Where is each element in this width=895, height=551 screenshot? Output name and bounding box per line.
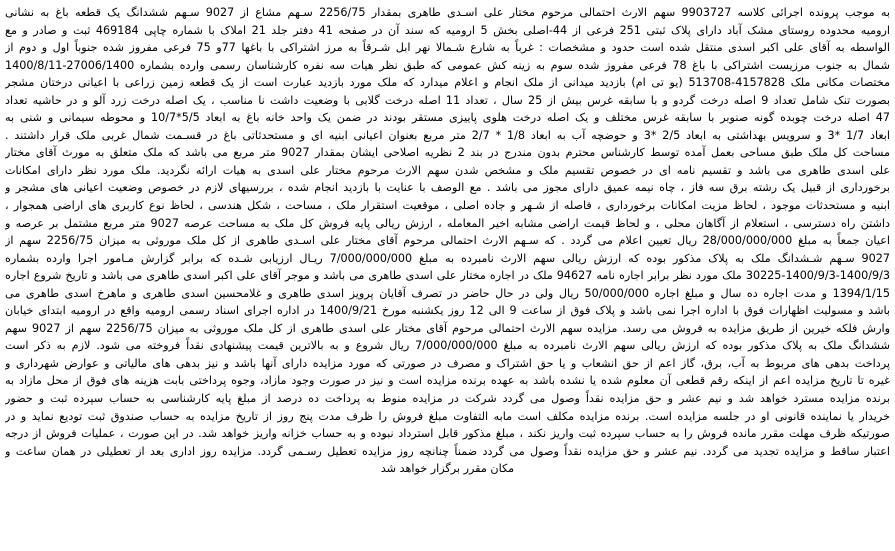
text-line: اعیان جمعاً به مبلغ 28/000/000/000 ریال تعیین اعلام می گردد . که سـهم الارث احتمالی مرحوم آقای مختار علی اسـدی طاهری از کل ملک موروثی به میزان 2256/75 سهم از [5,234,890,248]
text-line: اعتبار ساقط و مزایده تجدید می گردد. نیم عشر و حق مزایده نقداً وصول می گردد ضمناً چنانچه روز مزایده تعطیل رسـمی گردد. مزایده روز اداری بعد از تعطیلی در همان ساعت و [5,444,890,458]
text-line: بصورت تنک شامل تعداد 9 اصله درخت گردو و با سابقه غرس بیش از 25 سال ، تعداد 11 اصله درخت گلابی با وضعیت داشت نا مناسب ، یک اصله درخت زرد آلو و در حاشیه تعداد [5,93,890,107]
text-line: الواسطه به آقای علی اکبر اسدی منتقل شده است حدود و مشخصات : غرباً به شارع شـمالا نهر ابل شـرقاً به مرز اشتراکی با باغها 77و 75 فرعی مفروز شده جنوباً اول و دوم از [5,41,890,55]
text-line: غیره تا تاریخ مزایده اعم از اینکه رقم قطعی آن معلوم شده یا نشده باشد به عهده برنده مزایده است و نیز در صورت وجود مازاد، وجوه پرداختی بابت هزینه های فوق از محل مازاد به [5,374,890,388]
text-line: پرداخت بدهی های مربوط به آب، برق، گاز اعم از حق انشعاب و یا حق اشتراک و مصرف در صورتی که مورد مزایده دارای آنها باشد و نیز بدهی های مالیاتی و عوارض شهرداری و [5,356,890,370]
text-line: برخورداری از قبیل یک رشته برق سه فاز ، چاه نیمه عمیق دارای مجوز می باشد . مع الوصف با عنایت با بازدید انجام شده ، بررسیهای لازم در خصوص وضعیت اعیانی های مشجر و [5,181,890,195]
text-line: خریدار یا نماینده قانونی او در جلسه مزایده است. برنده مزایده مکلف است مابه التفاوت مبلغ فروش را ظرف مدت پنج روز از تاریخ مزایده به حساب صندوق ثبت تودیع نماید و در [5,409,890,423]
text-line: 1394/1/15 و مدت اجاره ده سال و مبلغ اجاره 50/000/000 ریال ولی در حال حاضر در تصرف آقایان پرویز اسدی طاهری و غلامحسین اسدی طاهری و ماهرخ اسدی طاهری می [5,286,890,300]
text-line: ششدانگ ملک به پلاک مذکور بوده که ارزش ریالی سهم الارث نامبرده به مبلغ 7/000/000/000 ریال شروع و به بالاترین قیمت پیشنهادی نقداً فروخته می شود. لازم به ذکر است [5,339,890,353]
text-line: برنده مزایده مسترد خواهد شد و نیم عشر و حق مزایده نقداً وصول می گردد شرکت در مزایده منوط به پرداخت ده درصد از مبلغ پایه کارشناسی به حساب سپرده ثبت و حضور [5,392,890,406]
text-line: ابعاد 1/7 *3 و سرویس بهداشتی به ابعاد 2/5 *3 و حوضچه آب به ابعاد 1/8 * 2/7 متر مربع بعنوان اعیانی ابنیه ای و مستحدثاتی باغ در قسـمت شمال غربی ملک قرار داشتند . [5,128,890,142]
text-line: شمال به جنوب مرزیست اشتراکی با باغ 78 فرعی مفروز شده سوم به زینه کش عمومی که طبق نظر هیات سه نفره کارشناسان رسمی وارده بشماره 27006/1400-1400/8/11 [5,58,890,72]
text-line: به موجب پرونده اجرائی کلاسه 9903727 سهم الارث احتمالی مرحوم مختار علی اسـدی طاهری بمقدار 2256/75 سـهم مشاع از 9027 سـهم ششدانگ یک قطعه باغ به نشانی [5,6,890,19]
text-line: مکان مقرر برگزار خواهد شد [380,462,515,476]
text-line: مساحت کل ملک طبق مساحی بعمل آمده توسط کارشناس محترم بدون مندرج در بند 2 نظریه اصلاحی ایشان بمقدار 9027 متر مربع می باشد که ملک متعلق به مورث آقای مختار [5,146,890,160]
text-line: علی اسدی طاهری می باشد و تقسیم نامه ای در خصوص تقسیم ملک و مشخص شدن سهم الارث مرحوم مختار علی اسدی به هیات ارائه نگردید. ملک مورد نظر دارای امکانات [5,163,890,177]
text-line: داشتن راه دسترسی ، استعلام از آگاهان محلی ، و لحاظ قیمت اراضی مشابه اخیر المعامله ، ارزش ریالی پایه فروش کل ملک به مساحت عرصه 9027 متر مربع مشتمل بر عرصه و [5,216,890,230]
text-line: وارش فلکه خیرین از طریق مزایده به فروش می رسد. مزایده سهم الارث احتمالی مرحوم آقای مختار علی اسدی طاهری از کل ملک موروثی به میزان 2256/75 سهم از 9027 سهم [5,321,890,335]
text-line: مختصات مکانی ملک 4157828-513708 (یو تی ام) بازدید میدانی از ملک انجام و اعلام میدارد که ملک مورد بازدید عبارت است از یک قطعه زمین زراعی با اعیانی درختان مشجر [5,76,890,90]
text-line: 47 اصله درخت چوبده گونه صنوبر با سابقه غرس مختلف و یک اصله درخت هلوی پاییزی مستقر بودند در ضمن یک واحد خانه باغ به ابعاد 5/5*10/7 و محوطه سیمانی و شنی به [5,111,890,125]
text-line: باشد و مسولیت اظهارات فوق با اداره اجرا نمی باشد و پلاک فوق از ساعت 9 الی 12 روز یکشنبه مورخ 1400/9/21 در اداره اجرای اسناد رسمی ارومیه واقع در ارومیه ابتدای خیابان [5,304,890,318]
text-line: ارومیه محدوده روستای مشک آباد دارای پلاک ثبتی 251 فرعی از 44-اصلی بخش 5 ارومیه که سند آن در صفحه 41 دفتر جلد 21 املاک با شماره چاپی 469184 ثبت و صادر و مع [5,23,890,37]
text-line: 9027 سـهم شـشدانگ ملک به پلاک مذکور بوده که ارزش ریالی سهم الارث نامبرده به مبلغ 7/000/000/000 ریـال ارزیابی شـده که برابر گزارش مـامور اجرا وارده بشماره [5,251,890,265]
text-line: 30225-1400/9/3-1400/9/3 ملک مورد نظر برابر اجاره نامه 94627 ملک در اجاره مختار علی اسدی طاهری می باشد و موجر آقای علی اکبر اسدی طاهری می باشد و تاریخ شروع اجاره [5,269,890,283]
text-line: صورتیکه ظرف مهلت مقرر مانده فروش را به حساب سپرده ثبت واریز نکند ، مبلغ مذکور قابل استرداد نبوده و به حساب خزانه واریز خواهد شد. در این صورت ، عملیات فروش از درجه [5,427,890,441]
text-line: ابنیه و مستحدثات موجود ، لحاظ مزیت امکانات برخورداری ، فاصله از شـهر و جاده اصلی ، موقعیت استقرار ملک ، مساحت ، شکل هندسی ، لحاظ نوع کاربری های اراضی همجوار ، [5,199,890,213]
